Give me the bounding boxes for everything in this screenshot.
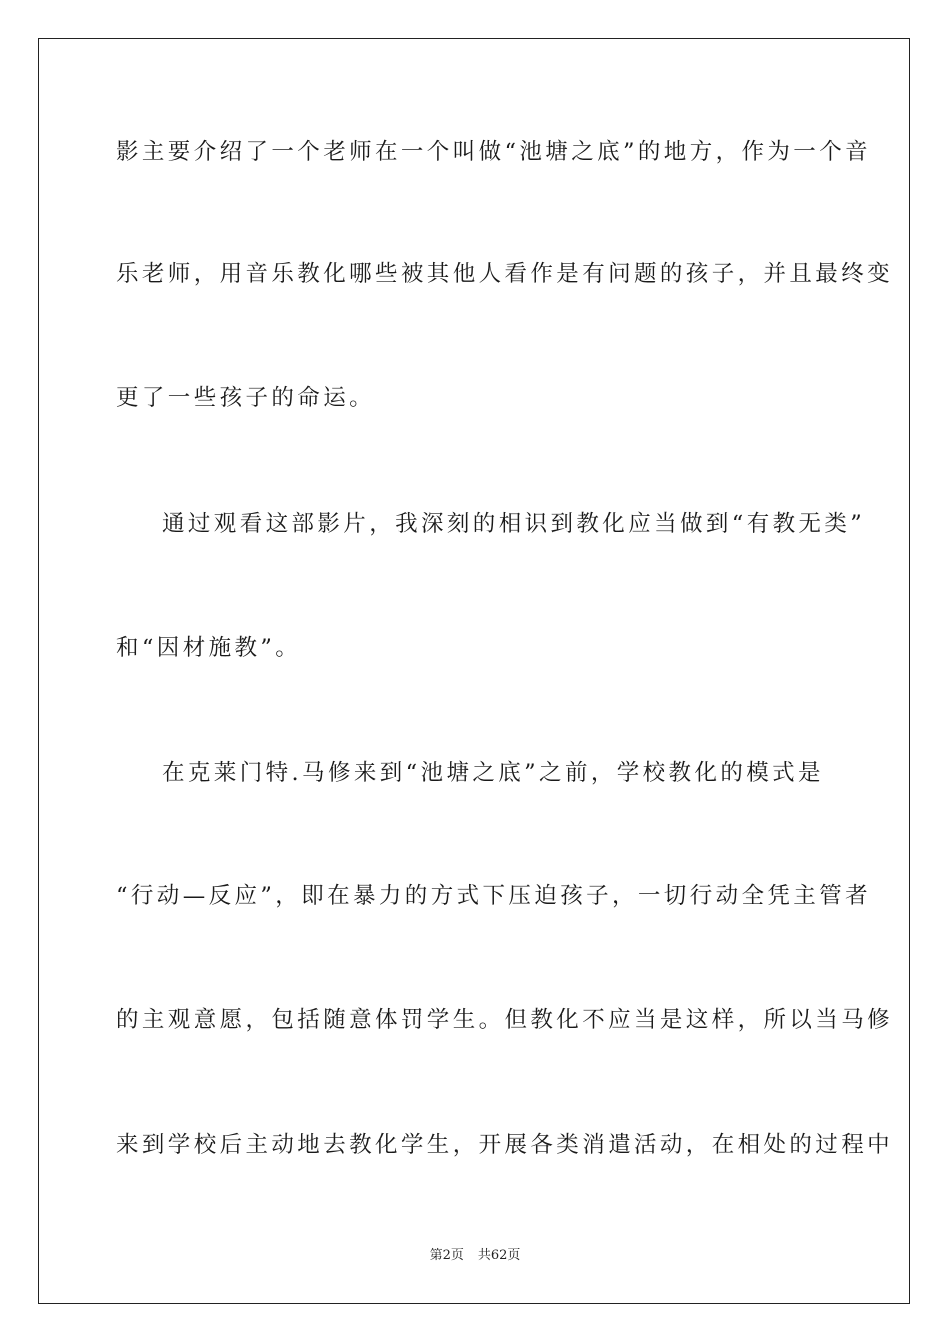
text-line: 的主观意愿，包括随意体罚学生。但教化不应当是这样，所以当马修 bbox=[116, 1007, 894, 1033]
total-pages: 共62页 bbox=[477, 1248, 521, 1263]
page-number: 第2页 bbox=[429, 1248, 464, 1263]
text-line: “行动—反应”，即在暴力的方式下压迫孩子，一切行动全凭主管者 bbox=[116, 883, 872, 909]
text-line: 来到学校后主动地去教化学生，开展各类消遣活动，在相处的过程中 bbox=[116, 1132, 894, 1158]
page-footer bbox=[0, 1247, 950, 1265]
text-line-indented: 通过观看这部影片，我深刻的相识到教化应当做到“有教无类” bbox=[162, 511, 866, 537]
text-line: 乐老师，用音乐教化哪些被其他人看作是有问题的孩子，并且最终变 bbox=[116, 261, 894, 287]
text-line: 影主要介绍了一个老师在一个叫做“池塘之底”的地方，作为一个音 bbox=[116, 139, 872, 165]
text-line: 更了一些孩子的命运。 bbox=[116, 385, 376, 411]
text-line-indented: 在克莱门特.马修来到“池塘之底”之前，学校教化的模式是 bbox=[162, 760, 824, 786]
page-border bbox=[38, 38, 910, 1304]
text-line: 和“因材施教”。 bbox=[116, 635, 302, 661]
